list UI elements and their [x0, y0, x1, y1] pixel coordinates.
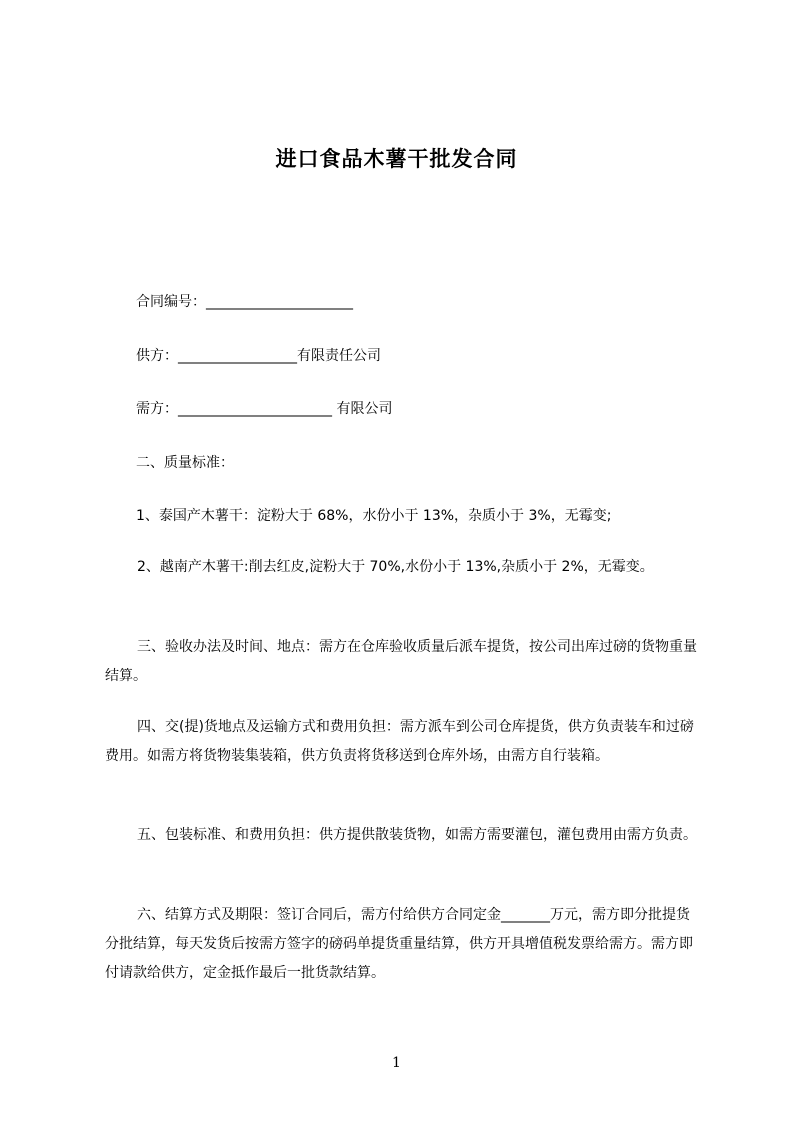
section-2-heading: 二、质量标准： — [136, 455, 234, 471]
contract-number-line: 合同编号：_____________________ — [136, 294, 353, 310]
quality-item-vietnam: 2、越南产木薯干:削去红皮,淀粉大于 70%,水份小于 13%,杂质小于 2%，无霉变。 — [137, 559, 654, 575]
page-number: 1 — [392, 1055, 401, 1071]
document-title: 进口食品木薯干批发合同 — [275, 147, 518, 171]
section-5-packaging: 五、包装标准、和费用负担：供方提供散装货物，如需方需要灌包，灌包费用由需方负责。 — [137, 827, 697, 843]
quality-item-thailand: 1、泰国产木薯干：淀粉大于 68%，水份小于 13%，杂质小于 3%，无霉变; — [136, 508, 612, 524]
buyer-line: 需方：______________________ 有限公司 — [136, 401, 393, 417]
section-4-delivery: 四、交(提)货地点及运输方式和费用负担：需方派车到公司仓库提货，供方负责装车和过磅费用。如需方将货物装集装箱，供方负责将货移送到仓库外场，由需方自行装箱。 — [105, 719, 694, 764]
section-3-acceptance: 三、验收办法及时间、地点：需方在仓库验收质量后派车提货，按公司出库过磅的货物重量结算。 — [105, 639, 697, 684]
supplier-line: 供方：_________________有限责任公司 — [136, 348, 381, 364]
section-6-settlement: 六、结算方式及期限：签订合同后，需方付给供方合同定金_______万元，需方即分批提货分批结算，每天发货后按需方签字的磅码单提货重量结算，供方开具增值税发票给需方。需方即付请款给供方，定金抵作最后一批货款结算。 — [105, 907, 693, 981]
